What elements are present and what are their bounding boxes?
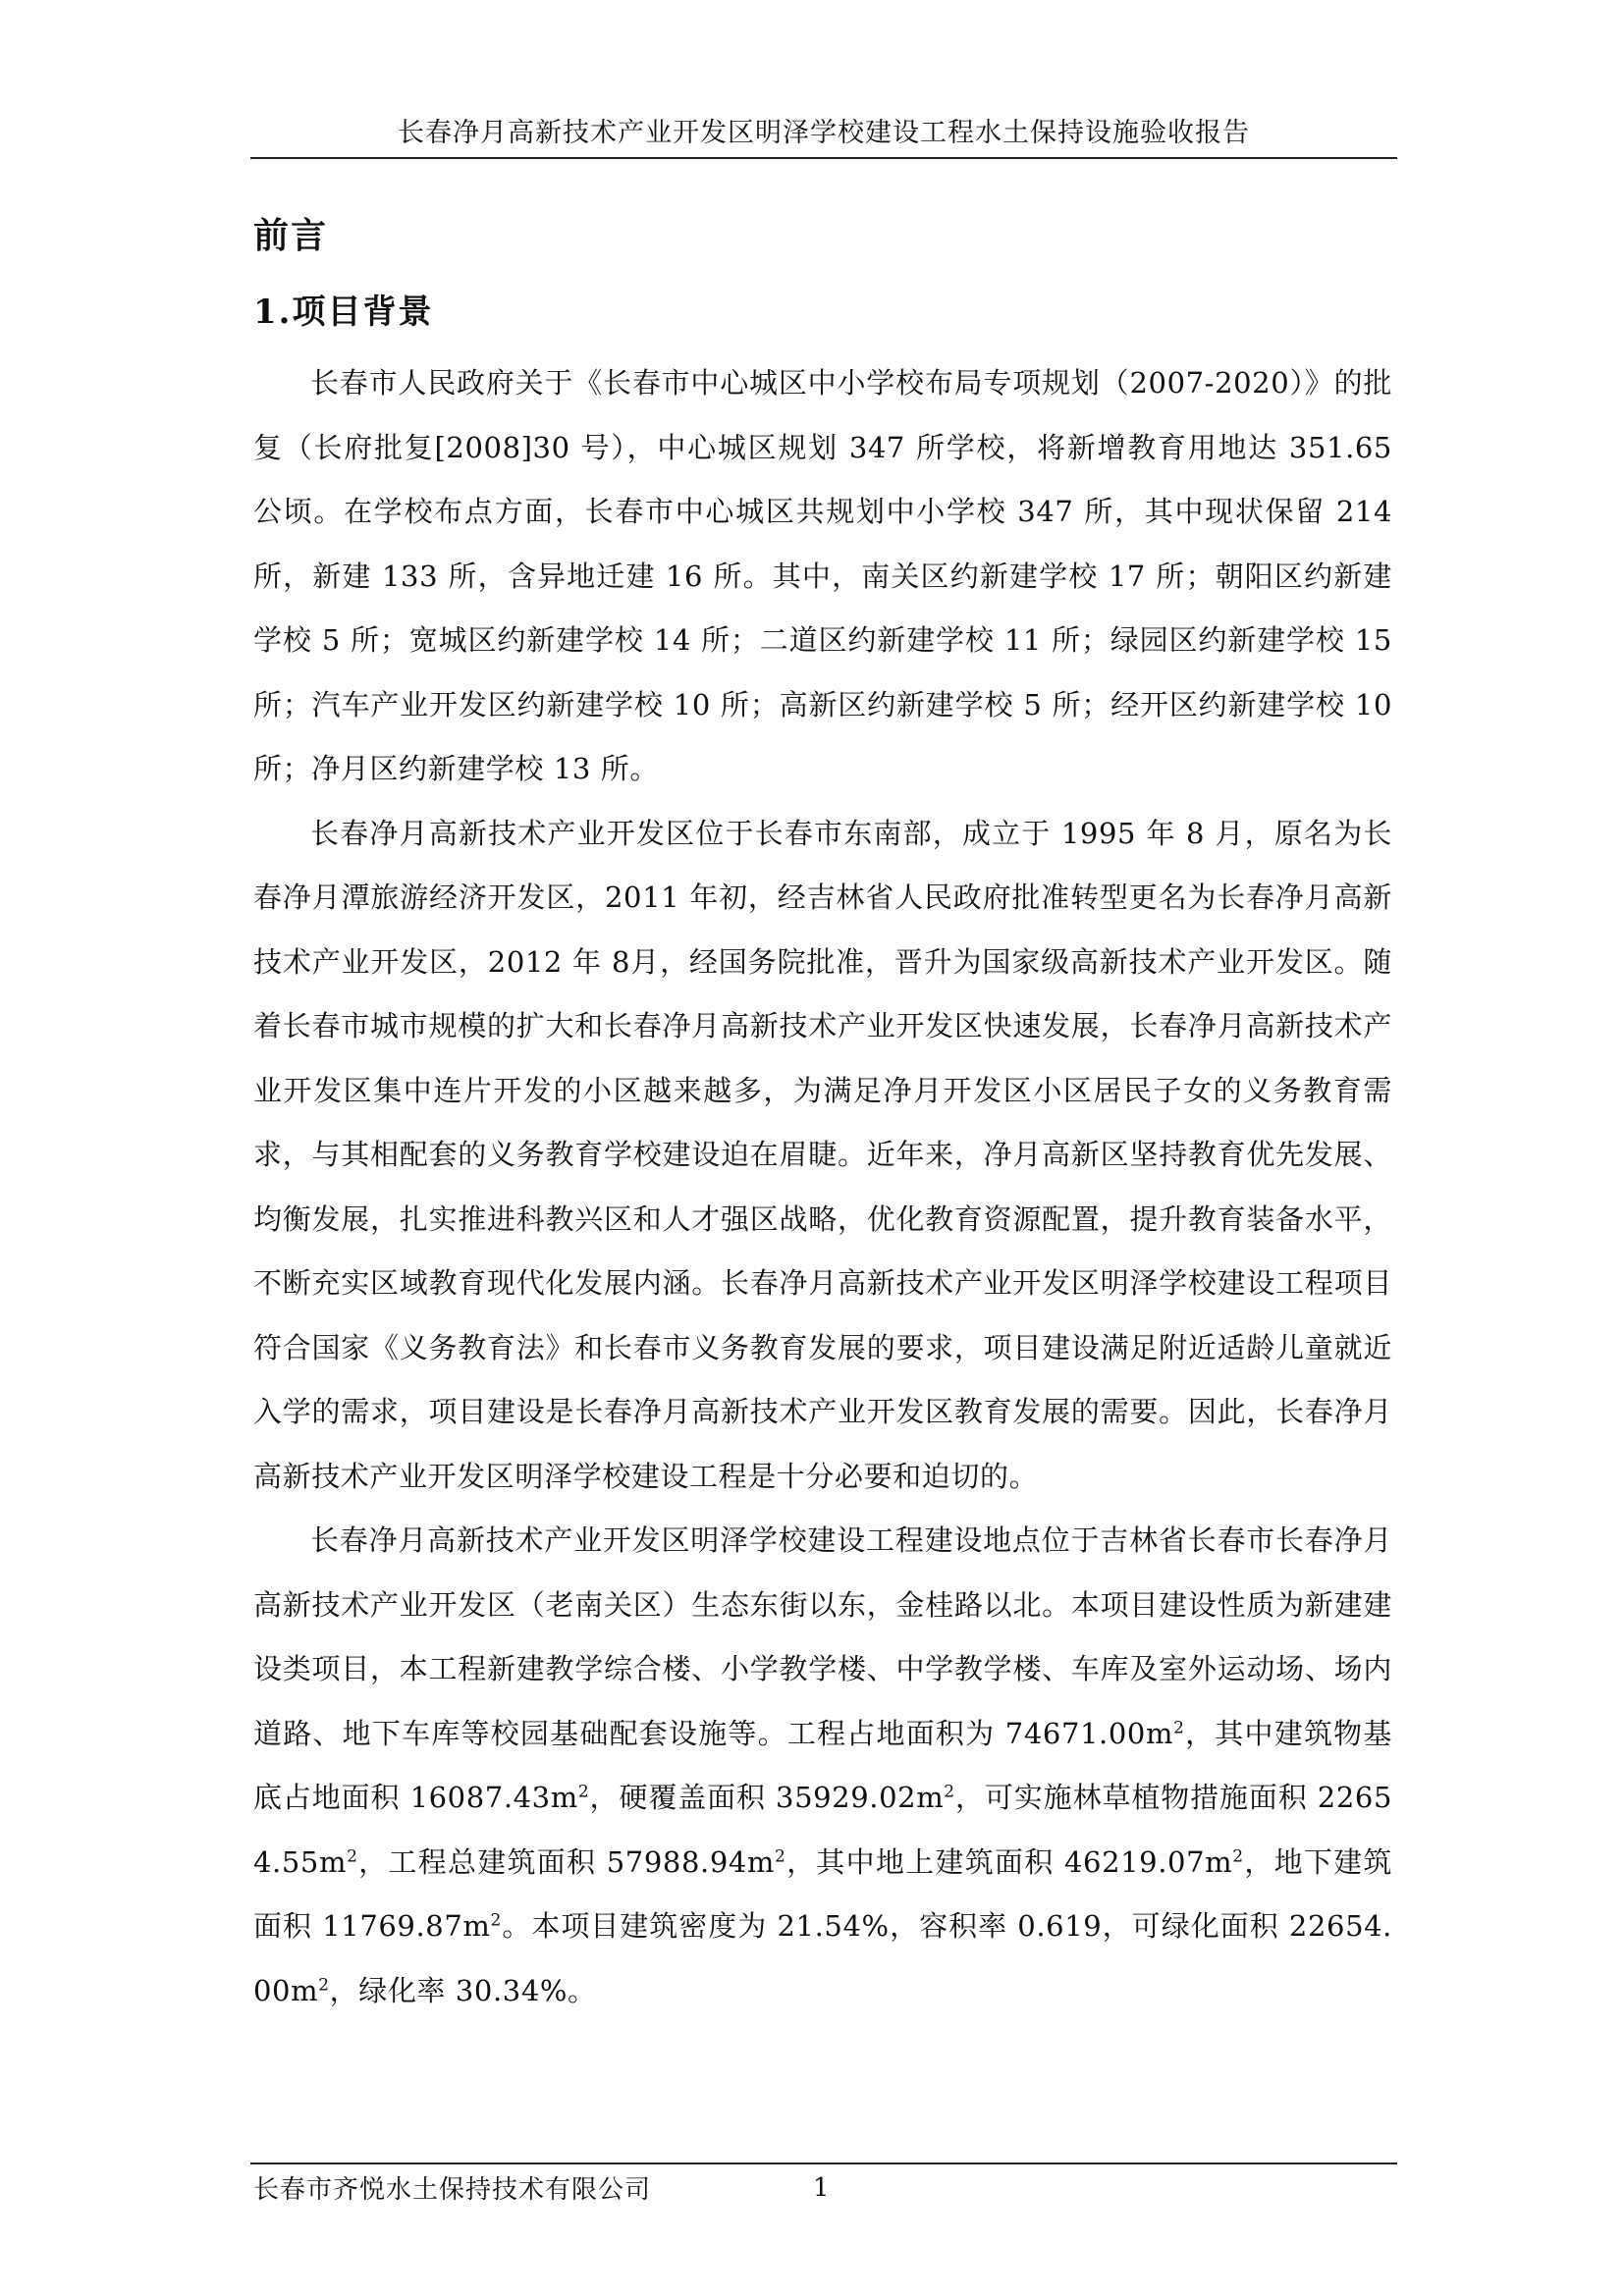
paragraph-district-background: 长春净月高新技术产业开发区位于长春市东南部，成立于 1995 年 8 月，原名为长春净月潭旅游经济开发区，2011 年初，经吉林省人民政府批准转型更名为长春净月高新技术产业开发区，2012 年 8月，经国务院批准，晋升为国家级高新技术产业开发区。随着长春市城市规模的扩大和长春净月高新技术产业开发区快速发展，长春净月高新技术产业开发区集中连片开发的小区越来越多，为满足净月开发区小区居民子女的义务教育需求，与其相配套的义务教育学校建设迫在眉睫。近年来，净月高新区坚持教育优先发展、均衡发展，扎实推进科教兴区和人才强区战略，优化教育资源配置，提升教育装备水平，不断充实区域教育现代化发展内涵。长春净月高新技术产业开发区明泽学校建设工程项目符合国家《义务教育法》和长春市义务教育发展的要求，项目建设满足附近适龄儿童就近入学的需求，项目建设是长春净月高新技术产业开发区教育发展的需要。因此，长春净月高新技术产业开发区明泽学校建设工程是十分必要和迫切的。 <box>253 816 1392 1493</box>
base-area-value: 16087.43m <box>409 1781 578 1814</box>
chapter-title: 前言 <box>253 215 329 256</box>
above-ground-area-value: 46219.07m <box>1063 1844 1233 1879</box>
overview-text: ，可实施林草植物措施面积 <box>954 1781 1318 1814</box>
unit-superscript: 2 <box>577 1782 590 1802</box>
unit-superscript: 2 <box>1232 1845 1244 1866</box>
building-area-value: 57988.94m <box>606 1844 776 1879</box>
paragraph-project-overview <box>253 1509 1392 2023</box>
running-header: 长春净月高新技术产业开发区明泽学校建设工程水土保持设施验收报告 <box>398 118 1250 148</box>
overview-text: ，其中建筑物基底占地面积 <box>253 1716 1392 1814</box>
paragraph-planning: 长春市人民政府关于《长春市中心城区中小学校布局专项规划（2007-2020）》的批复（长府批复[2008]30 号），中心城区规划 347 所学校，将新增教育用地达 351.65 公顷。在学校布点方面，长春市中心城区共规划中小学校 347 所，其中现状保留 214 所，新建 133 所，含异地迁建 16 所。其中，南关区约新建学校 17 所；朝阳区约新建学校 5 所；宽城区约新建学校 14 所；二道区约新建学校 11 所；绿园区约新建学校 15 所；汽车产业开发区约新建学校 10 所；高新区约新建学校 5 所；经开区约新建学校 10 所；净月区约新建学校 13 所。 <box>253 366 1392 785</box>
hard-cover-area-value: 35929.02m <box>776 1781 945 1814</box>
total-area-value: 74671.00m <box>1004 1716 1174 1750</box>
section-title: 1.项目背景 <box>253 293 434 332</box>
page-number: 1 <box>813 2173 830 2203</box>
unit-superscript: 2 <box>318 1974 330 1995</box>
unit-superscript: 2 <box>1173 1717 1185 1737</box>
header-rule <box>250 157 1397 159</box>
plant-measure-area-value: 22654.55m <box>253 1781 1392 1879</box>
unit-superscript: 2 <box>944 1782 955 1802</box>
overview-text: ，绿化率 30.34%。 <box>329 1973 597 2007</box>
overview-text: 。本项目建筑密度为 21.54%，容积率 0.619，可绿化面积 <box>501 1909 1289 1943</box>
footer-company: 长春市齐悦水土保持技术有限公司 <box>253 2175 652 2205</box>
page-content <box>253 206 1392 2023</box>
footer-rule <box>250 2163 1397 2164</box>
overview-text-intro: 长春净月高新技术产业开发区明泽学校建设工程建设地点位于吉林省长春市长春净月高新技术产业开发区（老南关区）生态东街以东，金桂路以北。本项目建设性质为新建建设类项目，本工程新建教学综合楼、小学教学楼、中学教学楼、车库及室外运动场、场内道路、地下车库等校园基础配套设施等。工程占地面积为 <box>253 1523 1392 1750</box>
overview-text: ，地下建筑面积 <box>253 1844 1392 1943</box>
greenable-area-value: 22654.00m <box>253 1909 1392 2007</box>
unit-superscript: 2 <box>490 1910 502 1931</box>
overview-text: ，工程总建筑面积 <box>357 1844 607 1879</box>
unit-superscript: 2 <box>775 1845 786 1866</box>
underground-area-value: 11769.87m <box>322 1909 491 1943</box>
unit-superscript: 2 <box>347 1845 358 1866</box>
overview-text: ，其中地上建筑面积 <box>785 1844 1064 1879</box>
overview-text: ，硬覆盖面积 <box>589 1781 777 1814</box>
